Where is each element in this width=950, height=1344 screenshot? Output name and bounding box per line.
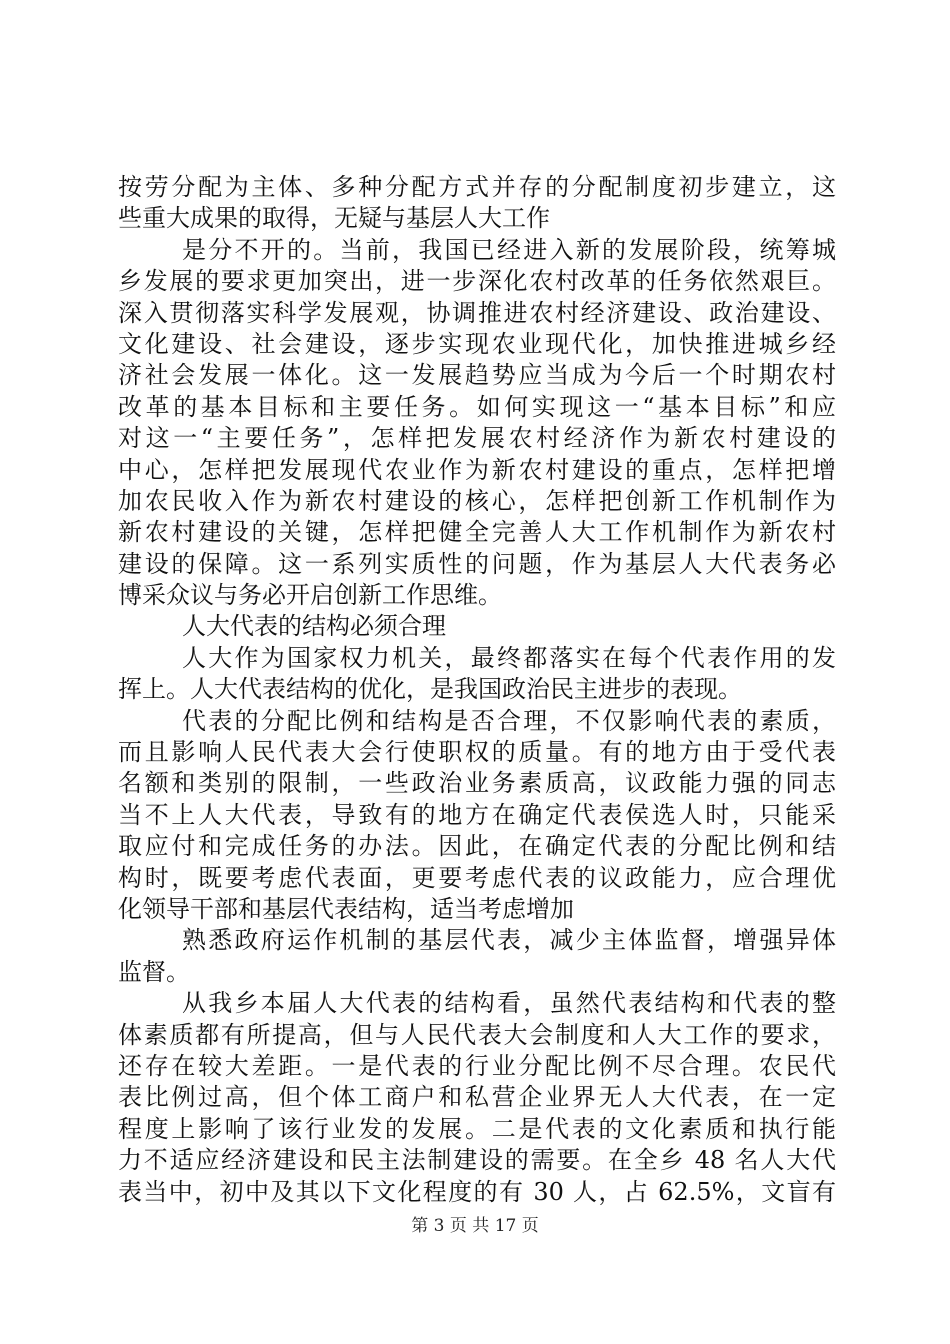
text-line: 深入贯彻落实科学发展观，协调推进农村经济建设、政治建设、 [118, 298, 836, 327]
text-line: 些重大成果的取得，无疑与基层人大工作 [118, 204, 550, 233]
text-line: 名额和类别的限制，一些政治业务素质高，议政能力强的同志 [118, 769, 836, 798]
text-line: 化领导干部和基层代表结构，适当考虑增加 [118, 894, 574, 923]
text-line: 构时，既要考虑代表面，更要考虑代表的议政能力，应合理优 [118, 863, 836, 892]
text-line: 人大作为国家权力机关，最终都落实在每个代表作用的发 [182, 643, 836, 672]
text-line: 建设的保障。这一系列实质性的问题，作为基层人大代表务必 [118, 549, 836, 578]
text-line: 人大代表的结构必须合理 [182, 612, 446, 641]
text-line: 体素质都有所提高，但与人民代表大会制度和人大工作的要求， [118, 1020, 836, 1049]
text-line: 熟悉政府运作机制的基层代表，减少主体监督，增强异体 [182, 926, 836, 955]
text-line: 力不适应经济建设和民主法制建设的需要。在全乡 48 名人大代 [118, 1146, 836, 1175]
text-line: 中心，怎样把发展现代农业作为新农村建设的重点，怎样把增 [118, 455, 836, 484]
page-footer: 第 3 页 共 17 页 [411, 1216, 539, 1236]
text-line: 表当中，初中及其以下文化程度的有 30 人，占 62.5%，文盲有 [118, 1177, 836, 1206]
text-line: 博采众议与务必开启创新工作思维。 [118, 581, 502, 610]
text-line: 监督。 [118, 957, 190, 986]
text-line: 而且影响人民代表大会行使职权的质量。有的地方由于受代表 [118, 738, 836, 767]
text-line: 加农民收入作为新农村建设的核心，怎样把创新工作机制作为 [118, 486, 836, 515]
text-line: 乡发展的要求更加突出，进一步深化农村改革的任务依然艰巨。 [118, 267, 836, 296]
text-line: 当不上人大代表，导致有的地方在确定代表侯选人时，只能采 [118, 800, 836, 829]
text-line: 表比例过高，但个体工商户和私营企业界无人大代表，在一定 [118, 1083, 836, 1112]
text-line: 新农村建设的关键，怎样把健全完善人大工作机制作为新农村 [118, 518, 836, 547]
text-line: 是分不开的。当前，我国已经进入新的发展阶段，统筹城 [182, 235, 836, 264]
text-line: 文化建设、社会建设，逐步实现农业现代化，加快推进城乡经 [118, 329, 836, 358]
text-line: 按劳分配为主体、多种分配方式并存的分配制度初步建立，这 [118, 173, 836, 201]
text-line: 程度上影响了该行业发的发展。二是代表的文化素质和执行能 [118, 1114, 836, 1143]
text-line: 还存在较大差距。一是代表的行业分配比例不尽合理。农民代 [118, 1051, 836, 1080]
document-body [118, 172, 836, 1208]
text-line: 代表的分配比例和结构是否合理，不仅影响代表的素质， [182, 706, 836, 735]
text-line: 取应付和完成任务的办法。因此，在确定代表的分配比例和结 [118, 832, 836, 861]
text-line: 从我乡本届人大代表的结构看，虽然代表结构和代表的整 [182, 989, 836, 1018]
text-line: 对这一“主要任务”，怎样把发展农村经济作为新农村建设的 [118, 424, 836, 453]
text-line: 改革的基本目标和主要任务。如何实现这一“基本目标”和应 [118, 392, 836, 421]
text-line: 挥上。人大代表结构的优化，是我国政治民主进步的表现。 [118, 675, 742, 704]
text-line: 济社会发展一体化。这一发展趋势应当成为今后一个时期农村 [118, 361, 836, 390]
